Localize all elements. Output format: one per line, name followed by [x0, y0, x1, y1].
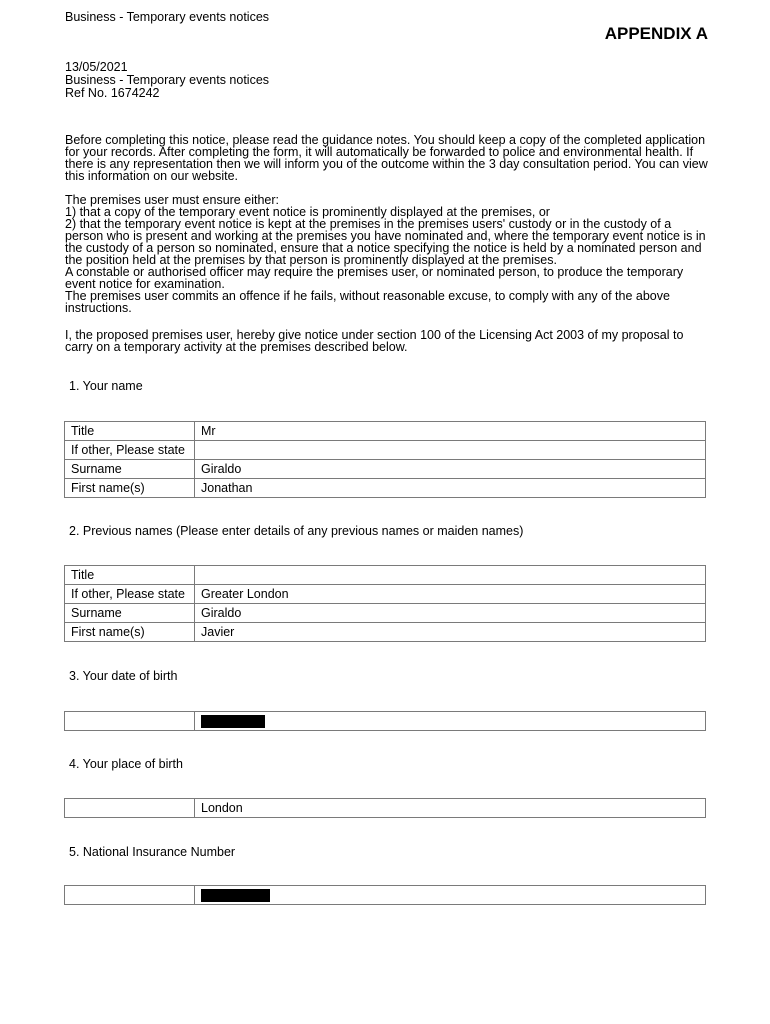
field-label: Title [65, 422, 195, 441]
field-value[interactable]: Giraldo [195, 460, 706, 479]
table-row [65, 799, 706, 818]
redaction-box [201, 715, 265, 728]
field-label [65, 799, 195, 818]
instruction-line: The premises user commits an offence if he fails, without reasonable excuse, to comply with any of the above instructions. [65, 289, 670, 315]
field-value[interactable]: Jonathan [195, 479, 706, 498]
section-place-of-birth: 4. Your place of birth [69, 757, 183, 771]
section-your-name: 1. Your name [69, 379, 143, 393]
field-label: Surname [65, 604, 195, 623]
field-label: If other, Please state [65, 441, 195, 460]
table-row [65, 712, 706, 731]
redaction-box [201, 889, 270, 902]
previous-names-table [64, 565, 706, 642]
field-value[interactable] [195, 886, 706, 905]
national-insurance-table [64, 885, 706, 905]
table-row [65, 585, 706, 604]
field-value[interactable]: Mr [195, 422, 706, 441]
field-value[interactable] [195, 441, 706, 460]
field-label [65, 712, 195, 731]
instruction-line: The premises user must ensure either: [65, 193, 279, 207]
field-label: Title [65, 566, 195, 585]
declaration-paragraph: I, the proposed premises user, hereby give notice under section 100 of the Licensing Act 2003 of my proposal to carry on a temporary activity at the premises described below. [65, 328, 684, 354]
table-row [65, 479, 706, 498]
field-label: First name(s) [65, 479, 195, 498]
section-national-insurance: 5. National Insurance Number [69, 845, 236, 859]
premises-user-instructions [65, 194, 710, 314]
section-date-of-birth: 3. Your date of birth [69, 669, 178, 683]
meta-block [65, 61, 269, 100]
field-value[interactable]: Greater London [195, 585, 706, 604]
table-row [65, 441, 706, 460]
table-row [65, 886, 706, 905]
field-value[interactable] [195, 566, 706, 585]
field-label: If other, Please state [65, 585, 195, 604]
appendix-heading: APPENDIX A [604, 24, 708, 43]
place-of-birth-table [64, 798, 706, 818]
field-value[interactable]: London [195, 799, 706, 818]
field-value[interactable]: Giraldo [195, 604, 706, 623]
table-row [65, 422, 706, 441]
table-row [65, 460, 706, 479]
field-value[interactable] [195, 712, 706, 731]
table-row [65, 623, 706, 642]
field-label: Surname [65, 460, 195, 479]
field-label [65, 886, 195, 905]
table-row [65, 604, 706, 623]
date-of-birth-table [64, 711, 706, 731]
instruction-line: A constable or authorised officer may require the premises user, or nominated person, to produce the temporary event notice for examination. [65, 265, 684, 291]
instruction-line: 2) that the temporary event notice is kept at the premises in the premises users' custody or in the custody of a person who is present and working at the premises you have nominated and, where the temporary event notice is in the custody of a person so nominated, ensure that a notice specifying the notice is held by a nominated person and the position held at the premises by that person is prominently displayed at the premises. [65, 217, 706, 267]
meta-date: 13/05/2021 [65, 60, 128, 74]
meta-ref: Ref No. 1674242 [65, 86, 160, 100]
name-table [64, 421, 706, 498]
instruction-line: 1) that a copy of the temporary event notice is prominently displayed at the premises, or [65, 205, 550, 219]
document-header: Business - Temporary events notices [65, 10, 270, 24]
table-row [65, 566, 706, 585]
meta-title: Business - Temporary events notices [65, 73, 270, 87]
intro-paragraph: Before completing this notice, please read the guidance notes. You should keep a copy of the completed application for your records. After completing the form, it will automatically be forwarded to police and environmental health. If there is any representation then we will inform you of the outcome within the 3 day consultation period. You can view this information on our website. [65, 133, 708, 183]
section-previous-names: 2. Previous names (Please enter details of any previous names or maiden names) [69, 524, 524, 538]
field-label: First name(s) [65, 623, 195, 642]
field-value[interactable]: Javier [195, 623, 706, 642]
